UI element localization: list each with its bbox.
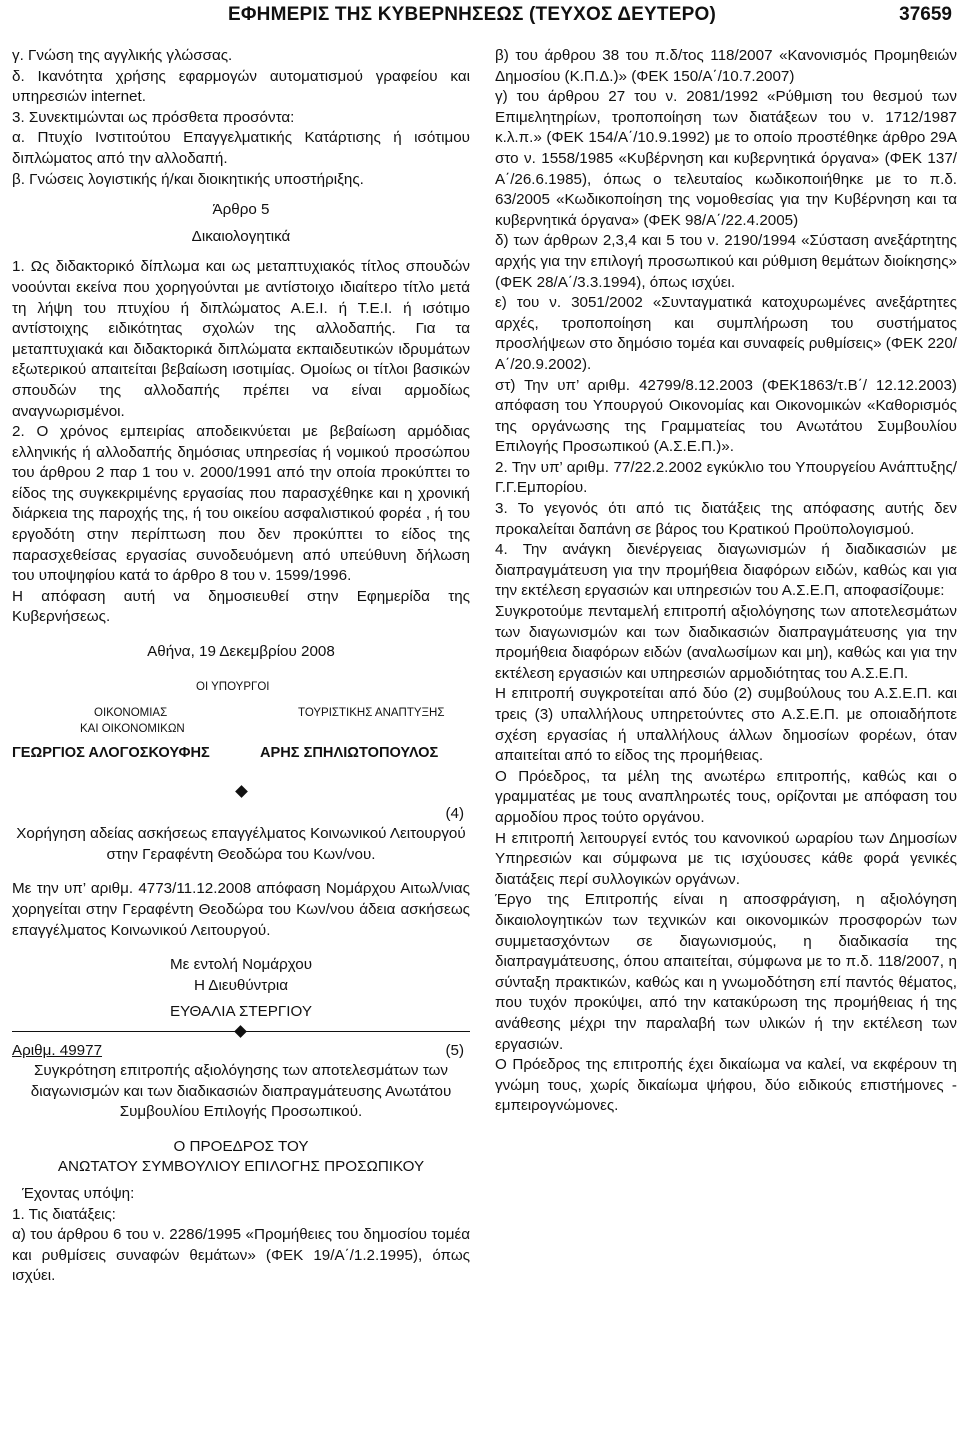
paragraph: α. Πτυχίο Ινστιτούτου Επαγγελματικής Κατάρτισης ή ισότιμου διπλώματος από την αλλοδαπή. [12, 129, 470, 167]
section-divider [12, 1023, 470, 1041]
paragraph: γ) του άρθρου 27 του ν. 2081/1992 «Ρύθμιση του θεσμού των Επιμελητηρίων, τροποποίηση των διατάξεων του ν. 1712/1987 κ.λ.π.» (ΦΕΚ 154/Α΄/10.9.1992) με το οποίο προστέθηκε άρθρο 29Α στο ν. 1558/1985 «Κυβέρνηση και κυβερνητικά όργανα» (ΦΕΚ 137/Α΄/26.6.1985), όπως ο τελευταίος κωδικοποιήθηκε με το π.δ. 63/2005 «Κωδικοποίηση της νομοθεσίας για την Κυβέρνηση και τα κυβερνητικά όργανα» (ΦΕΚ 98/Α΄/22.4.2005) [495, 88, 957, 229]
paragraph: Έργο της Επιτροπής είναι η αποσφράγιση, η αξιολόγηση δικαιολογητικών των τεχνικών και οικονομικών προσφορών των συμμετασχόντων σε διαγωνισμούς, η διαδικασία της διαπραγμάτευσης, όπου απαιτείται, σύμφωνα με το π.δ. 118/2007, η σύνταξη πρακτικών, καθώς και η γνωμοδότηση επί παντός θέματος, που τυχόν προκύψει, από την κατακύρωση της προμήθειας ή της ανάθεσης μέχρι την παραλαβή των υλικών ή την εκτέλεση των εργασιών. [495, 891, 957, 1053]
divider-diamond-icon [234, 1025, 247, 1038]
issuer-title: Ο ΠΡΟΕΔΡΟΣ ΤΟΥ [173, 1137, 309, 1155]
paragraph: 3. Συνεκτιμώνται ως πρόσθετα προσόντα: [12, 108, 295, 126]
paragraph: Η επιτροπή συγκροτείται από δύο (2) συμβούλους του Α.Σ.Ε.Π. και τρεις (3) υπαλλήλους υπηρετούντες στο Α.Σ.Ε.Π. με οποιαδήποτε σχέση εργασίας ή υπαλλήλους άλλων δημοσίων φορέων, όταν απαιτείται από το είδος της προμήθειας. [495, 685, 957, 765]
left-column [12, 46, 470, 1287]
date-place: Αθήνα, 19 Δεκεμβρίου 2008 [147, 643, 335, 661]
paragraph: στ) Την υπ’ αριθμ. 42799/8.12.2003 (ΦΕΚ1863/τ.Β΄/ 12.12.2003) απόφαση του Υπουργού Οικονομίας και Οικονομικών «Καθορισμός της οργάνωσης της Γραμματείας του Ανωτάτου Συμβουλίου Επιλογής Προσωπικού (Α.Σ.Ε.Π.)». [495, 376, 957, 456]
paragraph: Ο Πρόεδρος της επιτροπής έχει δικαίωμα να καλεί, να εκφέρουν τη γνώμη τους, χωρίς δικαίωμα ψήφου, δύο ειδικούς επιστήμονες - εμπειρογνώμονες. [495, 1056, 957, 1115]
article-number: Άρθρο 5 [212, 201, 270, 219]
paragraph: δ) των άρθρων 2,3,4 και 5 του ν. 2190/1994 «Σύσταση ανεξάρτητης αρχής για την επιλογή προσωπικού και ρύθμιση θεμάτων διοίκησης» (ΦΕΚ 28/Α΄/3.3.1994), όπως ισχύει. [495, 232, 957, 291]
paragraph: ε) του ν. 3051/2002 «Συνταγματικά κατοχυρωμένες ανεξάρτητες αρχές, τροποποίηση και συμπλήρωση του συστήματος προσλήψεων στο δημόσιο τομέα και συναφείς ρυθμίσεις» (ΦΕΚ 220/Α΄/20.9.2002). [495, 294, 957, 373]
page-header [0, 0, 960, 34]
ministers-label: ΟΙ ΥΠΟΥΡΓΟΙ [196, 680, 270, 693]
paragraph: 4. Την ανάγκη διενέργειας διαγωνισμών ή διαδικασιών με διαπραγμάτευση για την προμήθεια διαφόρων ειδών, καθώς και για την εκτέλεση εργασιών και υπηρεσιών του Α.Σ.Ε.Π, αποφασίζουμε: [495, 541, 957, 600]
paragraph: α) του άρθρου 6 του ν. 2286/1995 «Προμήθειες του δημοσίου τομέα και ρυθμίσεις συναφών θεμάτων» (ΦΕΚ 19/Α΄/1.2.1995), όπως ισχύει. [12, 1226, 470, 1285]
paragraph: Συγκροτούμε πενταμελή επιτροπή αξιολόγησης των αποτελεσμάτων των διαγωνισμών και των διαδικασιών διαπραγμάτευσης για την προμήθεια διαφόρων ειδών (αναλωσίμων και μη), καθώς και για την εκτέλεση εργασιών και υπηρεσιών αρμοδιότητας του Α.Σ.Ε.Π. [495, 603, 957, 682]
page-number: 37659 [899, 4, 952, 25]
minister-title: ΤΟΥΡΙΣΤΙΚΗΣ ΑΝΑΠΤΥΞΗΣ [298, 706, 445, 719]
decision-heading: Συγκρότηση επιτροπής αξιολόγησης των αποτελεσμάτων των διαγωνισμών και των διαδικασιών διαπραγμάτευσης Ανωτάτου Συμβουλίου Επιλογής Προσωπικού. [30, 1061, 452, 1121]
paragraph: 2. Την υπ’ αριθμ. 77/22.2.2002 εγκύκλιο του Υπουργείου Ανάπτυξης/Γ.Γ.Εμπορίου. [495, 458, 957, 497]
decision-heading: Χορήγηση αδείας ασκήσεως επαγγέλματος Κοινωνικού Λειτουργού στην Γεραφέντη Θεοδώρα του Κων/νου. [16, 825, 466, 863]
minister-name: ΓΕΩΡΓΙΟΣ ΑΛΟΓΟΣΚΟΥΦΗΣ [12, 744, 210, 761]
minister-name: ΑΡΗΣ ΣΠΗΛΙΩΤΟΠΟΥΛΟΣ [260, 744, 439, 761]
right-column [495, 46, 957, 1117]
minister-title: ΚΑΙ ΟΙΚΟΝΟΜΙΚΩΝ [80, 722, 185, 735]
considering-label: Έχοντας υπόψη: [22, 1184, 135, 1202]
paragraph: 2. Ο χρόνος εμπειρίας αποδεικνύεται με βεβαίωση αρμόδιας ελληνικής ή αλλοδαπής δημόσιας υπηρεσίας ή νομικού προσώπου του άρθρου 2 παρ 1 του ν. 2000/1991 από την οποία προκύπτει το είδος της συγκεκριμένης εργασίας που παρασχέθηκε και η χρονική διάρκεια της παροχής της, ή του οικείου ασφαλιστικού φορέα , ή του εργοδότη στην περίπτωση που δεν προκύπτει το είδος της παρασχεθείσας εργασίας συνοδευόμενη από υπεύθυνη δήλωση του υποψηφίου κατά το άρθρο 8 του ν. 1599/1996. [12, 423, 470, 585]
signatures-block [12, 663, 470, 781]
paragraph: β) του άρθρου 38 του π.δ/τος 118/2007 «Κανονισμός Προμηθειών Δημοσίου (Κ.Π.Δ.)» (ΦΕΚ 150/Α΄/10.7.2007) [495, 47, 957, 85]
article-title: Δικαιολογητικά [191, 227, 291, 245]
paragraph: Ο Πρόεδρος, τα μέλη της ανωτέρω επιτροπής, καθώς και ο γραμματέας με τους αναπληρωτές τους, ορίζονται με απόφαση του αρμοδίου προς τούτο οργάνου. [495, 767, 957, 826]
paragraph: γ. Γνώση της αγγλικής γλώσσας. [12, 47, 233, 64]
signature-order: Με εντολή Νομάρχου [169, 956, 313, 974]
paragraph: β. Γνώσεις λογιστικής ή/και διοικητικής υποστήριξης. [12, 170, 364, 188]
decision-number: (5) [445, 1041, 464, 1059]
decision-arith: Αριθμ. 49977 [12, 1041, 103, 1059]
paragraph: 1. Τις διατάξεις: [12, 1205, 116, 1223]
paragraph: 3. Το γεγονός ότι από τις διατάξεις της απόφασης αυτής δεν προκαλείται δαπάνη σε βάρος του Κρατικού Προϋπολογισμού. [495, 500, 957, 538]
paragraph: Η απόφαση αυτή να δημοσιευθεί στην Εφημερίδα της Κυβερνήσεως. [12, 587, 470, 626]
signature-name: ΕΥΘΑΛΙΑ ΣΤΕΡΓΙΟΥ [170, 1003, 312, 1021]
decision-number: (4) [445, 804, 464, 822]
signature-role: Η Διευθύντρια [193, 976, 289, 994]
decision-number-line [12, 1041, 470, 1061]
paragraph: Με την υπ’ αριθμ. 4773/11.12.2008 απόφαση Νομάρχου Αιτωλ/νιας χορηγείται στην Γεραφέντη Θεοδώρα του Κων/νου άδεια ασκήσεως επαγγέλματος Κοινωνικού Λειτουργού. [12, 880, 470, 939]
paragraph: Η επιτροπή λειτουργεί εντός του κανονικού ωραρίου των Δημοσίων Υπηρεσιών και σύμφωνα με τις ισχύουσες κάθε φορά γενικές διατάξεις περί συλλογικών οργάνων. [495, 829, 957, 888]
paragraph: δ. Ικανότητα χρήσης εφαρμογών αυτοματισμού γραφείου και υπηρεσιών internet. [12, 67, 470, 106]
minister-title: ΟΙΚΟΝΟΜΙΑΣ [94, 706, 168, 719]
paragraph: 1. Ως διδακτορικό δίπλωμα και ως μεταπτυχιακός τίτλος σπουδών νοούνται εκείνα που χορηγούνται με αντίστοιχο ιδιαίτερο τίτλο μετά τη λήψη του πτυχίου ή διπλώματος Α.Ε.Ι. ή Τ.Ε.Ι. ή ισότιμο αντίστοιχης ειδικότητας σχολών της αλλοδαπής. Για τα μεταπτυχιακά και διδακτορικά διπλώματα εκπαιδευτικών ιδρυμάτων εξωτερικού απαιτείται βεβαίωση ισοτιμίας. Ομοίως οι τίτλοι βασικών σπουδών της αλλοδαπής πρέπει να είναι αρμοδίως αναγνωρισμένοι. [12, 258, 470, 420]
issuer-title: ΑΝΩΤΑΤΟΥ ΣΥΜΒΟΥΛΙΟΥ ΕΠΙΛΟΓΗΣ ΠΡΟΣΩΠΙΚΟΥ [57, 1158, 425, 1176]
gazette-title: ΕΦΗΜΕΡΙΣ ΤΗΣ ΚΥΒΕΡΝΗΣΕΩΣ (ΤΕΥΧΟΣ ΔΕΥΤΕΡΟ) [228, 4, 716, 25]
